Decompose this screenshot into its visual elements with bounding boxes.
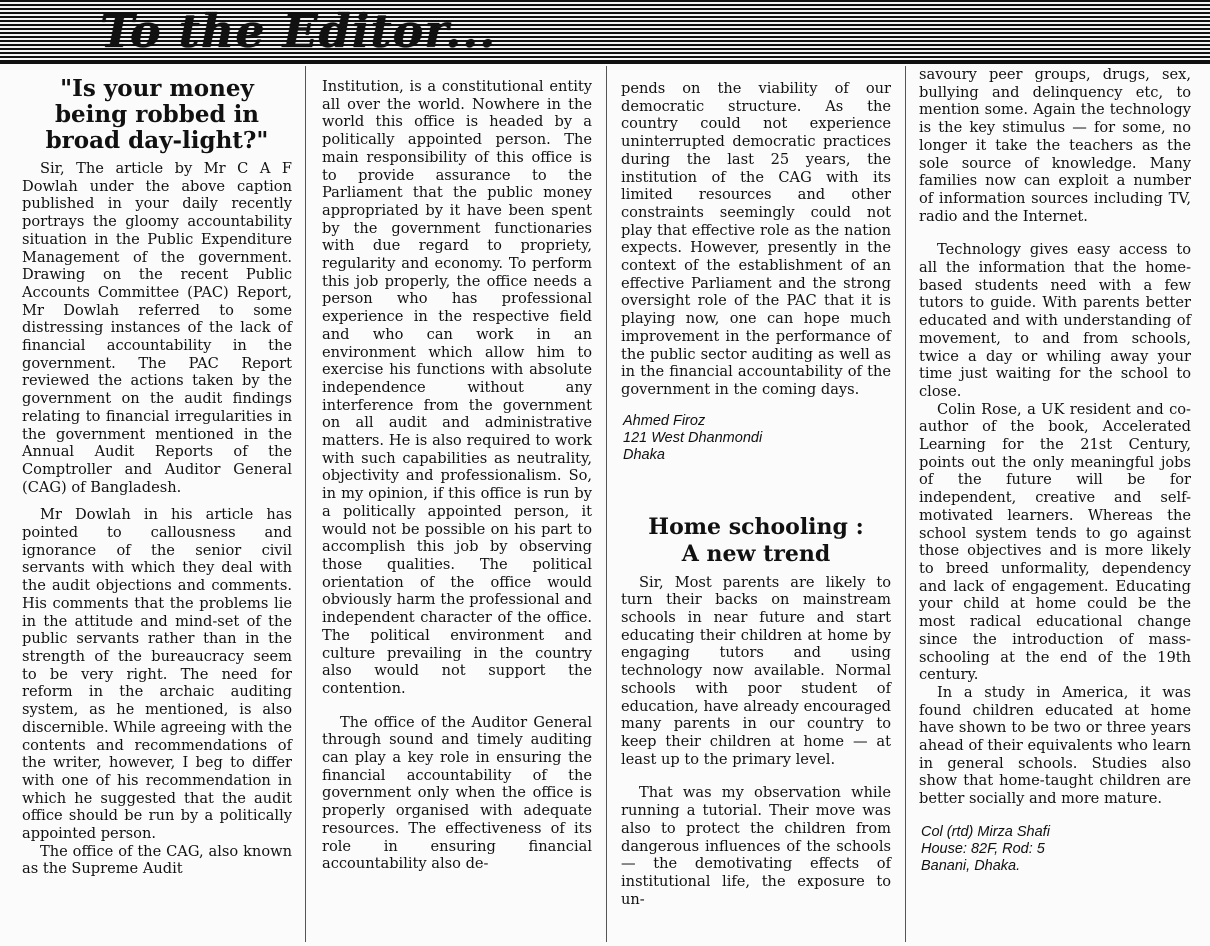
column-1	[22, 72, 292, 878]
column-3	[621, 80, 891, 908]
headline-line-2: A new trend	[681, 540, 831, 567]
signature-city: Dhaka	[623, 446, 665, 463]
signature-name: Col (rtd) Mirza Shafi	[921, 823, 1050, 840]
article-paragraph: In a study in America, it was found children educated at home have shown to be two or three years ahead of their equivalents who learn in general schools. Studies also show that home-taught children are better socially and more mature.	[919, 683, 1191, 808]
article-paragraph: savoury peer groups, drugs, sex, bullying and delinquency etc, to mention some. Again the technology is the key stimulus — for some, no longer it take the teachers as the sole source of knowledge. Many families now can exploit a number of information sources including TV, radio and the Internet.	[919, 66, 1191, 225]
column-rule	[606, 66, 607, 942]
article-paragraph: That was my observation while running a tutorial. Their move was also to protect the children from dangerous influences of the schools — the demotivating effects of institutional life, the exposure to un-	[621, 784, 891, 908]
article-paragraph: The office of the CAG, also known as the Supreme Audit	[22, 842, 292, 878]
column-4	[919, 66, 1191, 875]
column-rule	[905, 66, 906, 942]
signature-city: Banani, Dhaka.	[921, 857, 1021, 874]
article-paragraph: Sir, Most parents are likely to turn their backs on mainstream schools in near future and start educating their children at home by engaging tutors and using technology now available. Normal schools with poor student of education, have already encouraged many parents in our country to keep their children at home — at least up to the primary level.	[621, 573, 891, 768]
article-paragraph: Mr Dowlah in his article has pointed to callousness and ignorance of the senior civil servants with which they deal with the audit objections and comments. His comments that the problems lie in the attitude and mind-set of the public servants rather than in the strength of the bureaucracy seem to be very right. The need for reform in the archaic auditing system, as he mentioned, is also discernible. While agreeing with the contents and recommendations of the writer, however, I beg to differ with one of his recommendation in which he suggested that the audit office should be run by a politically appointed person.	[22, 506, 292, 843]
article-2-headline	[621, 514, 891, 568]
banner-title: To the Editor...	[100, 4, 497, 58]
headline-line-1: Home schooling :	[648, 513, 864, 540]
article-2-header	[621, 514, 891, 568]
signature-address: House: 82F, Rod: 5	[921, 840, 1045, 857]
signature-address: 121 West Dhanmondi	[623, 429, 763, 446]
article-paragraph: Technology gives easy access to all the information that the home-based students need with a few tutors to guide. With parents better educated and with understanding of movement, to and from schools, twice a day or whiling away your time just waiting for the school to close.	[919, 241, 1191, 400]
article-paragraph: Institution, is a constitutional entity all over the world. Nowhere in the world this office is headed by a politically appointed person. The main responsibility of this office is to provide assurance to the Parliament that the public money appropriated by it have been spent by the government functionaries with due regard to propriety, regularity and economy. To perform this job properly, the office needs a person who has professional experience in the respective field and who can work in an environment which allow him to exercise his functions with absolute independence without any interference from the government on all audit and administrative matters. He is also required to work with such capabilities as neutrality, objectivity and professionalism. So, in my opinion, if this office is run by a politically appointed person, it would not be possible on his part to accomplish this job by observing those qualities. The political orientation of the office would obviously harm the professional and independent character of the office. The political environment and culture prevailing in the country also would not support the contention.	[322, 78, 592, 697]
column-2	[322, 78, 592, 873]
signature-name: Ahmed Firoz	[623, 412, 706, 429]
section-banner	[0, 0, 1210, 64]
article-1-signature	[621, 413, 891, 464]
article-paragraph: pends on the viability of our democratic structure. As the country could not experience uninterrupted democratic practices during the last 25 years, the institution of the CAG with its limited resources and other constraints seemingly could not play that effective role as the nation expects. However, presently in the context of the establishment of an effective Parliament and the strong oversight role of the PAC that it is playing now, one can hope much improvement in the performance of the public sector auditing as well as in the financial accountability of the government in the coming days.	[621, 80, 891, 398]
article-paragraph: Colin Rose, a UK resident and co-author of the book, Accelerated Learning for the 21st Century, points out the only meaningful jobs of the future will be for independent, creative and self-motivated learners. Whereas the school system tends to go against those objectives and is more likely to breed unformality, dependency and lack of engagement. Educating your child at home could be the most radical educational change since the introduction of mass-schooling at the end of the 19th century.	[919, 400, 1191, 684]
article-2-signature	[919, 824, 1191, 875]
column-rule	[305, 66, 306, 942]
article-paragraph: Sir, The article by Mr C A F Dowlah under the above caption published in your daily recently portrays the gloomy accountability situation in the Public Expenditure Management of the government. Drawing on the recent Public Accounts Committee (PAC) Report, Mr Dowlah referred to some distressing instances of the lack of financial accountability in the government. The PAC Report reviewed the actions taken by the government on the audit findings relating to financial irregularities in the government mentioned in the Annual Audit Reports of the Comptroller and Auditor General (CAG) of Bangladesh.	[22, 160, 292, 496]
article-1-headline: "Is your money being robbed in broad day-light?"	[45, 75, 269, 154]
article-paragraph: The office of the Auditor General through sound and timely auditing can play a key role in ensuring the financial accountability of the government only when the office is properly organised with adequate resources. The effectiveness of its role in ensuring financial accountability also de-	[322, 713, 592, 873]
